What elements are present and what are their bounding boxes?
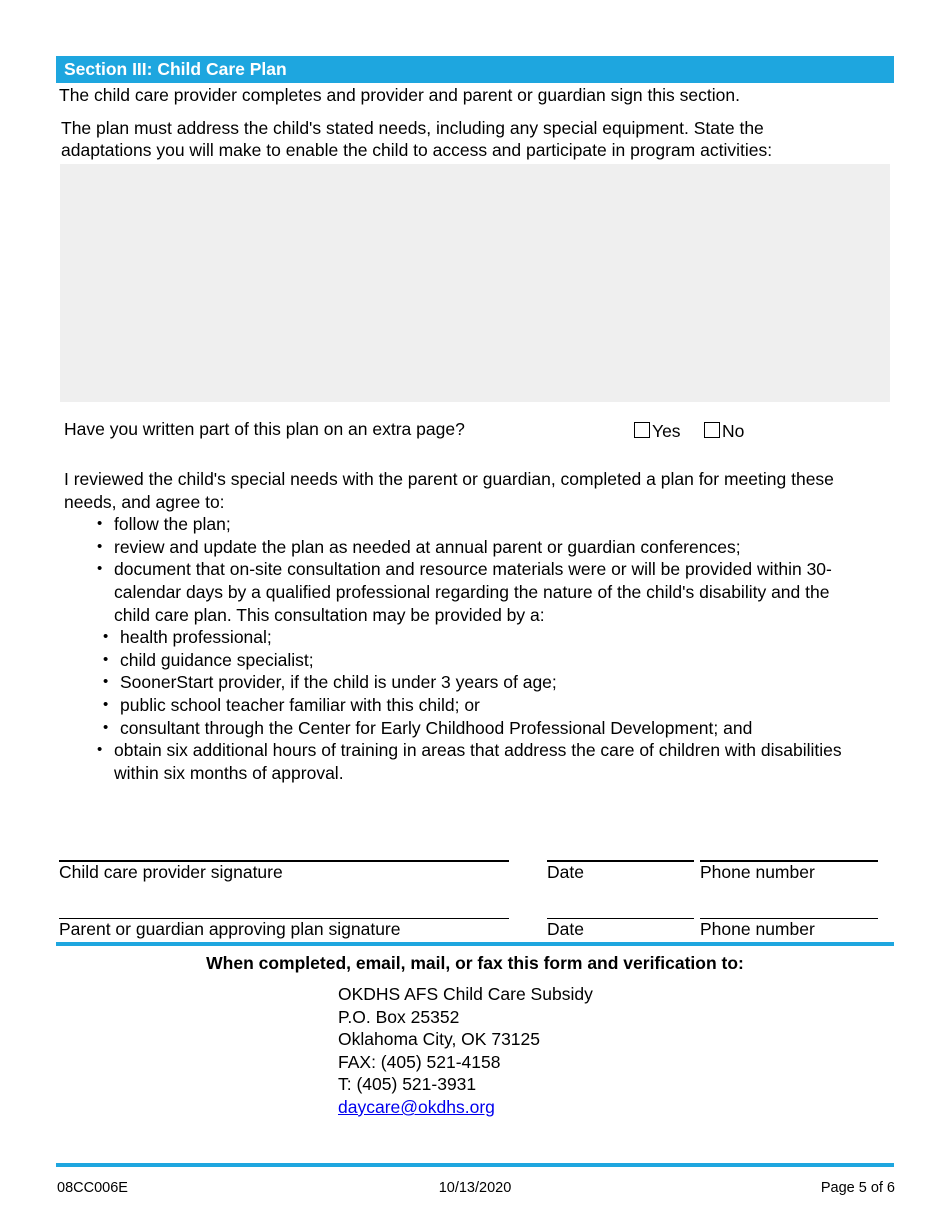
list-item-consultation: [64, 558, 894, 739]
yes-label: Yes: [652, 421, 681, 441]
training-line1: • obtain six additional hours of training in areas that address the care of children with disabilities: [114, 740, 842, 761]
divider: [56, 942, 894, 946]
plan-prompt-line2: adaptations you will make to enable the child to access and participate in program activities:: [61, 140, 773, 160]
section-intro: The child care provider completes and provider and parent or guardian sign this section.: [59, 85, 740, 105]
yes-checkbox[interactable]: [634, 422, 650, 438]
agreement-intro-line1: I reviewed the child's special needs with the parent or guardian, completed a plan for meeting these: [64, 469, 834, 489]
phone-number: T: (405) 521-3931: [338, 1074, 477, 1095]
provider-list: [64, 626, 894, 739]
parent-phone-label: Phone number: [700, 919, 815, 939]
extra-page-question: Have you written part of this plan on an extra page?: [64, 419, 465, 439]
mailing-address: [338, 983, 593, 1119]
list-item-training: [64, 739, 894, 784]
section-header: Section III: Child Care Plan: [56, 56, 894, 83]
agreement-list: [64, 513, 894, 784]
consult-line1: • document that on-site consultation and resource materials were or will be provided within 30-: [114, 559, 832, 580]
extra-page-yes-option[interactable]: [634, 421, 681, 442]
provider-date-label: Date: [547, 862, 584, 882]
footer-divider: [56, 1163, 894, 1167]
extra-page-no-option[interactable]: [704, 421, 744, 442]
address-line: Oklahoma City, OK 73125: [338, 1029, 540, 1050]
no-label: No: [722, 421, 745, 441]
list-item: • consultant through the Center for Early Childhood Professional Development; and: [64, 717, 894, 740]
agreement-intro-line2: needs, and agree to:: [64, 491, 225, 512]
agreement-block: [64, 468, 894, 784]
list-item: • health professional;: [64, 626, 894, 649]
provider-signature-label: Child care provider signature: [59, 862, 283, 882]
parent-date-label: Date: [547, 919, 584, 939]
consult-line3: child care plan. This consultation may be provided by a:: [114, 604, 545, 625]
list-item: • follow the plan;: [64, 513, 894, 536]
list-item: • review and update the plan as needed at annual parent or guardian conferences;: [64, 536, 894, 559]
provider-phone-label: Phone number: [700, 862, 815, 882]
training-line2: within six months of approval.: [114, 762, 344, 783]
list-item: • SoonerStart provider, if the child is under 3 years of age;: [64, 671, 894, 694]
form-date: 10/13/2020: [438, 1180, 512, 1196]
plan-text-field[interactable]: [60, 164, 890, 402]
form-number: 08CC006E: [57, 1180, 128, 1196]
email-link[interactable]: daycare@okdhs.org: [338, 1096, 495, 1117]
no-checkbox[interactable]: [704, 422, 720, 438]
parent-signature-label: Parent or guardian approving plan signature: [59, 919, 401, 939]
fax-number: FAX: (405) 521-4158: [338, 1051, 501, 1072]
plan-prompt-line1: The plan must address the child's stated needs, including any special equipment. State the: [61, 118, 764, 138]
consult-line2: calendar days by a qualified professional regarding the nature of the child's disability and the: [114, 581, 830, 602]
submit-heading: When completed, email, mail, or fax this form and verification to:: [206, 953, 744, 973]
list-item: • child guidance specialist;: [64, 649, 894, 672]
address-line: OKDHS AFS Child Care Subsidy: [338, 984, 593, 1004]
address-line: P.O. Box 25352: [338, 1006, 460, 1027]
page-number: Page 5 of 6: [820, 1180, 895, 1196]
list-item: • public school teacher familiar with this child; or: [64, 694, 894, 717]
